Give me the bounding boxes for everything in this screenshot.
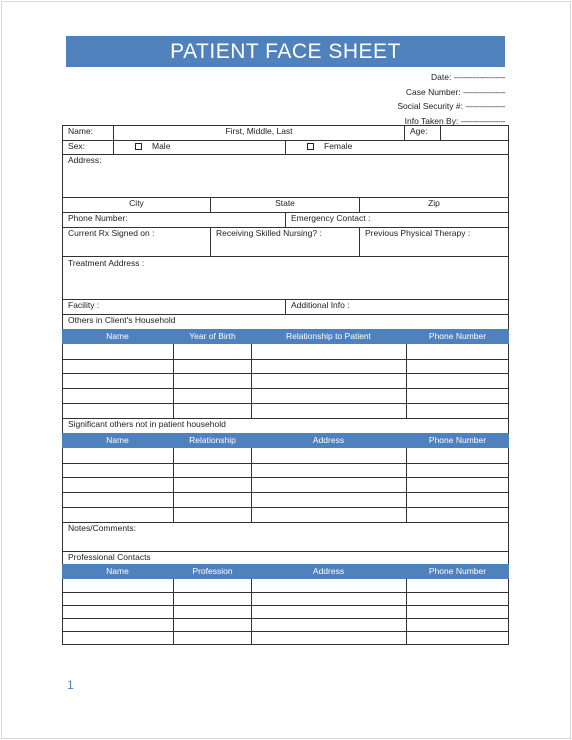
- table-row[interactable]: [62, 507, 509, 508]
- treatment-address-field[interactable]: [63, 257, 508, 299]
- table-row[interactable]: [62, 477, 509, 478]
- skilled-nursing-field[interactable]: [211, 227, 359, 256]
- professional-header-profession: Profession: [192, 566, 233, 576]
- table-row[interactable]: [62, 388, 509, 389]
- meta-info-label: Info Taken By:: [404, 115, 459, 126]
- name-label: Name:: [68, 126, 94, 136]
- phone-field[interactable]: Phone Number:: [68, 213, 128, 223]
- household-header-phone: Phone Number: [428, 331, 487, 341]
- professional-header-address: Address: [312, 566, 345, 576]
- significant-header-phone: Phone Number: [428, 435, 487, 445]
- female-checkbox[interactable]: [307, 143, 314, 150]
- rx-signed-field[interactable]: [63, 227, 210, 256]
- table-row[interactable]: [62, 605, 509, 606]
- notes-field[interactable]: [63, 522, 508, 551]
- table-row[interactable]: [62, 492, 509, 493]
- skilled-label: Receiving Skilled Nursing? :: [216, 228, 322, 238]
- significant-header-relationship: Relationship: [189, 435, 236, 445]
- table-row[interactable]: [62, 463, 509, 464]
- professional-header-phone: Phone Number: [428, 566, 487, 576]
- table-row[interactable]: [62, 373, 509, 374]
- meta-case-label: Case Number:: [405, 86, 461, 97]
- professional-section-title: Professional Contacts: [68, 552, 151, 562]
- table-row[interactable]: [62, 592, 509, 593]
- sex-label: Sex:: [68, 141, 86, 151]
- physical-therapy-field[interactable]: [360, 227, 508, 256]
- col-line: [406, 448, 407, 522]
- notes-label: Notes/Comments:: [68, 523, 137, 533]
- city-field[interactable]: City: [129, 198, 144, 208]
- age-field[interactable]: [441, 125, 508, 140]
- significant-header-name: Name: [106, 435, 129, 445]
- meta-date-blank: ----------------------: [453, 72, 505, 82]
- meta-date-label: Date:: [431, 72, 452, 82]
- name-field[interactable]: First, Middle, Last: [225, 126, 293, 136]
- meta-info-blank: -------------------: [460, 115, 505, 126]
- address-label: Address:: [68, 155, 102, 165]
- col-line: [251, 448, 252, 522]
- household-header-year: Year of Birth: [189, 331, 236, 341]
- col-line: [406, 344, 407, 418]
- age-label: Age:: [410, 126, 428, 136]
- meta-case-number[interactable]: [360, 85, 505, 100]
- table-row[interactable]: [62, 359, 509, 360]
- table-row[interactable]: [62, 644, 509, 645]
- male-checkbox[interactable]: [135, 143, 142, 150]
- col-line: [173, 579, 174, 645]
- emergency-contact-field[interactable]: Emergency Contact :: [291, 213, 371, 223]
- female-option[interactable]: [302, 140, 452, 153]
- meta-date[interactable]: [360, 70, 505, 85]
- male-option[interactable]: [130, 140, 280, 153]
- male-label: Male: [152, 141, 171, 151]
- household-section-title: Others in Client's Household: [68, 315, 176, 325]
- page-number: 1: [67, 678, 74, 692]
- state-field[interactable]: State: [275, 198, 295, 208]
- treatment-label: Treatment Address :: [68, 258, 145, 268]
- table-row[interactable]: [62, 618, 509, 619]
- significant-header-address: Address: [312, 435, 345, 445]
- therapy-label: Previous Physical Therapy :: [365, 228, 471, 238]
- table-row[interactable]: [62, 631, 509, 632]
- col-line: [285, 140, 286, 154]
- professional-header-name: Name: [106, 566, 129, 576]
- household-header-relationship: Relationship to Patient: [285, 331, 372, 341]
- facility-field[interactable]: Facility :: [68, 300, 100, 310]
- table-row[interactable]: [62, 403, 509, 404]
- meta-ssn-label: Social Security #:: [397, 101, 463, 111]
- col-line: [406, 579, 407, 645]
- zip-field[interactable]: Zip: [428, 198, 440, 208]
- meta-ssn[interactable]: [360, 99, 505, 114]
- meta-block: [360, 70, 505, 128]
- female-label: Female: [324, 141, 353, 151]
- meta-case-blank: ------------------: [463, 86, 505, 97]
- address-field[interactable]: [63, 154, 508, 197]
- rx-label: Current Rx Signed on :: [68, 228, 155, 238]
- meta-ssn-blank: -----------------: [465, 101, 505, 111]
- col-line: [251, 344, 252, 418]
- household-header-name: Name: [106, 331, 129, 341]
- additional-info-field[interactable]: Additional Info :: [291, 300, 350, 310]
- page-title: PATIENT FACE SHEET: [66, 36, 505, 67]
- col-line: [173, 448, 174, 522]
- col-line: [251, 579, 252, 645]
- significant-section-title: Significant others not in patient household: [68, 419, 226, 429]
- col-line: [173, 344, 174, 418]
